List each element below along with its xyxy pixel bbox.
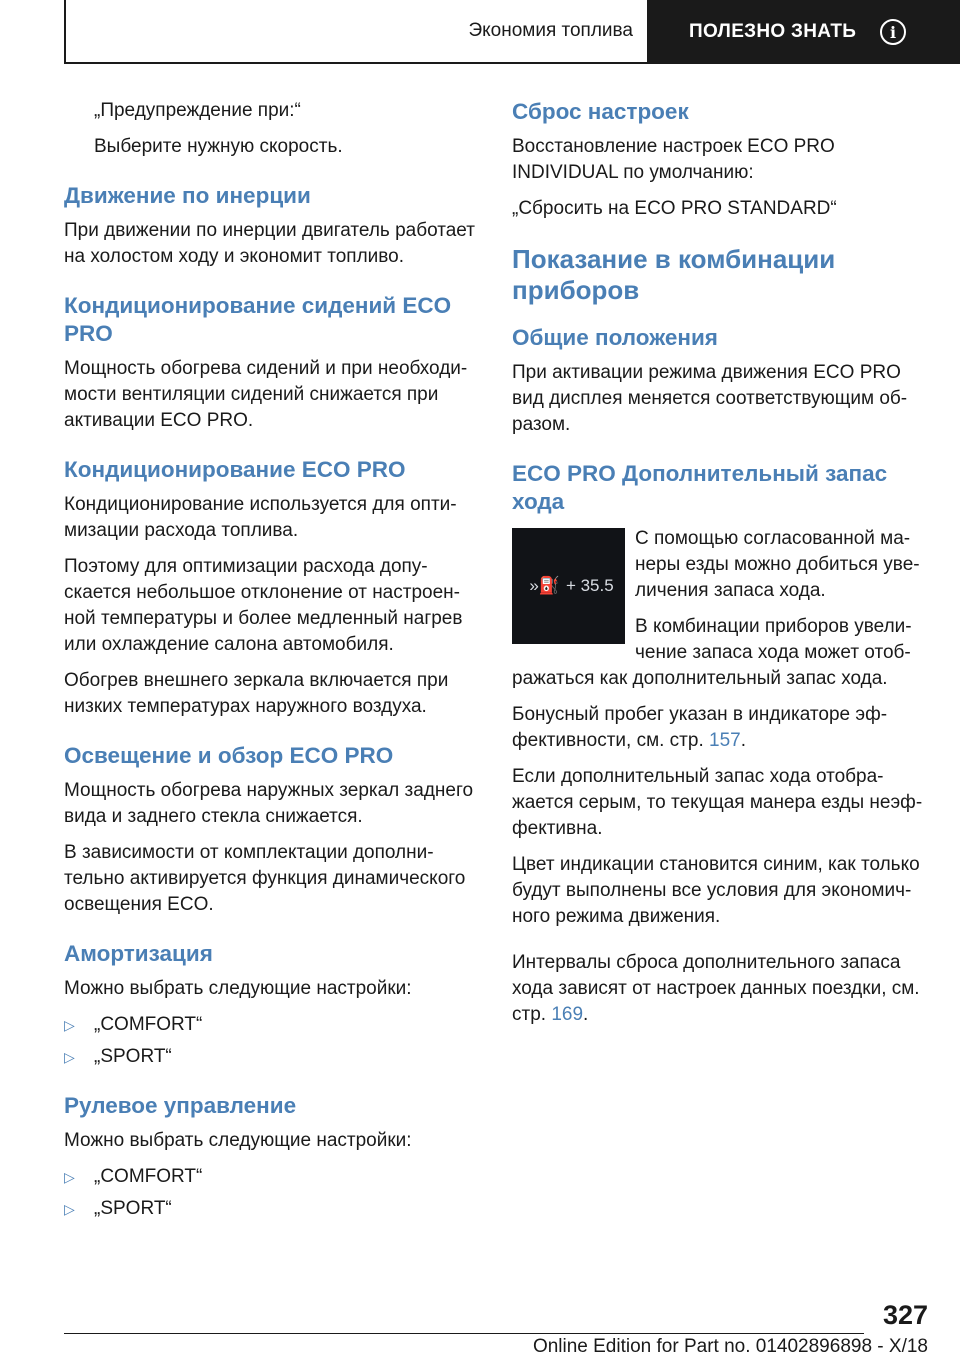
active-chapter-tab[interactable]: [649, 0, 960, 64]
page-number: 327: [882, 1300, 928, 1330]
page-link-169[interactable]: 169: [551, 1004, 584, 1025]
list-item: [64, 1196, 480, 1222]
warning-label: „Предупреждение при:“: [94, 100, 301, 121]
triangle-bullet-icon: ▷: [64, 1201, 75, 1217]
steering-text: Можно выбрать следующие настройки:: [64, 1130, 412, 1151]
page-header: [64, 0, 960, 66]
section-tab[interactable]: [64, 0, 649, 64]
coasting-text: При движении по инерции двигатель работает на холостом ходу и экономит топливо.: [64, 220, 475, 267]
range-block: [512, 526, 928, 692]
damping-text: Можно выбрать следующие настройки:: [64, 978, 412, 999]
list-item: [64, 1164, 480, 1190]
reset-text: Восстановление настроек ECO PRO INDIVIDUAL по умолчанию:: [512, 136, 835, 183]
interval-text: Интервалы сброса дополнительного запаса хода зависят от настроек данных поездки, см. стр. 169.: [512, 952, 920, 1025]
cluster-heading: Показание в комбинации приборов: [512, 244, 836, 305]
ac-heading: Кондиционирование ECO PRO: [64, 457, 406, 482]
range-heading: ECO PRO Дополнительный запас хода: [512, 461, 888, 514]
triangle-bullet-icon: ▷: [64, 1017, 75, 1033]
general-heading: Общие положения: [512, 325, 718, 350]
general-text: При активации режима движения ECO PRO вид дисплея меняется соответствующим об-разом.: [512, 362, 908, 435]
interval-text-body: Интервалы сброса дополнительного запаса хода зависят от настроек данных поездки, см. стр.: [512, 952, 920, 1025]
triangle-bullet-icon: ▷: [64, 1169, 75, 1185]
ac-text-3: Обогрев внешнего зеркала включается при низких температурах наружного воздуха.: [64, 670, 449, 717]
list-item: [64, 1012, 480, 1038]
chapter-label: ПОЛЕЗНО ЗНАТЬ: [689, 21, 857, 42]
blue-text: Цвет индикации становится синим, как только будут выполнены все условия для экономич-ного режима движения.: [512, 854, 920, 927]
right-column: [512, 98, 928, 1028]
steering-heading: Рулевое управление: [64, 1093, 297, 1118]
lighting-text-1: Мощность обогрева наружных зеркал заднего вида и заднего стекла снижается.: [64, 780, 474, 827]
info-icon: i: [880, 19, 906, 45]
ac-text-2: Поэтому для оптимизации расхода допу-скается небольшое отклонение от настроен-ной температуры и более медленный нагрев или охлаждение салона автомобиля.: [64, 556, 463, 655]
steering-option-sport: „SPORT“: [94, 1198, 172, 1219]
footer-divider: [64, 1333, 864, 1334]
fuel-pump-icon: »⛽: [529, 576, 560, 595]
range-text-2: В комбинации приборов увели-чение запаса хода может отоб-ражаться как дополнительный запас хода.: [512, 616, 912, 689]
reset-option: „Сбросить на ECO PRO STANDARD“: [512, 198, 837, 219]
lighting-heading: Освещение и обзор ECO PRO: [64, 743, 394, 768]
instrument-cluster-image: [512, 528, 625, 644]
damping-option-comfort: „COMFORT“: [94, 1014, 203, 1035]
bonus-text-body: Бонусный пробег указан в индикаторе эф-фективности, см. стр.: [512, 704, 888, 751]
left-column: [64, 98, 480, 1222]
reset-heading: Сброс настроек: [512, 99, 689, 124]
page-link-157[interactable]: 157: [709, 730, 741, 751]
list-item: [64, 1044, 480, 1070]
coasting-heading: Движение по инерции: [64, 183, 311, 208]
edition-footer: Online Edition for Part no. 01402896898 - X/18: [532, 1336, 928, 1357]
seat-ac-text: Мощность обогрева сидений и при необходи-мости вентиляции сидений снижается при активации ECO PRO.: [64, 358, 468, 431]
seat-ac-heading: Кондиционирование сидений ECO PRO: [64, 293, 452, 346]
lighting-text-2: В зависимости от комплектации дополни-тельно активируется функция динамического освещения ECO.: [64, 842, 466, 915]
triangle-bullet-icon: ▷: [64, 1049, 75, 1065]
range-text-1: С помощью согласованной ма-неры езды можно добиться уве-личения запаса хода.: [635, 528, 920, 601]
bonus-text: Бонусный пробег указан в индикаторе эф-фективности, см. стр. 157.: [512, 704, 888, 751]
warning-text: Выберите нужную скорость.: [94, 136, 343, 157]
grey-text: Если дополнительный запас хода отобра-жается серым, то текущая манера езды неэф-фективна.: [512, 766, 923, 839]
section-label: Экономия топлива: [468, 20, 633, 41]
damping-option-sport: „SPORT“: [94, 1046, 172, 1067]
range-display-value: + 35.5: [565, 576, 614, 595]
damping-heading: Амортизация: [64, 941, 213, 966]
steering-option-comfort: „COMFORT“: [94, 1166, 203, 1187]
ac-text-1: Кондиционирование используется для опти-мизации расхода топлива.: [64, 494, 457, 541]
